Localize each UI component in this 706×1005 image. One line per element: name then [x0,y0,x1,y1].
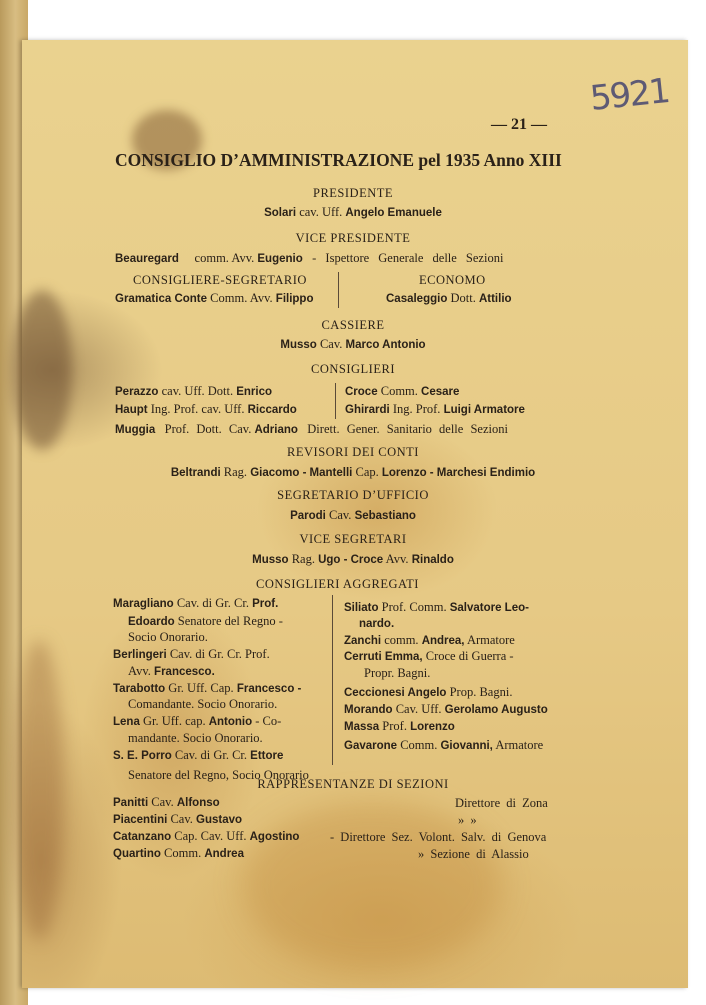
revisori-line: Beltrandi Rag. Giacomo - Mantelli Cap. Lorenzo - Marchesi Endimio [170,465,536,479]
page-number: — 21 — [491,116,547,133]
rappresentanza-name: Quartino Comm. Andrea [113,846,244,860]
column-divider [332,595,333,765]
segretario-ufficio-line: Parodi Cav. Sebastiano [290,508,416,522]
aggregati-right-line: Morando Cav. Uff. Gerolamo Augusto [344,702,548,716]
heading-presidente: PRESIDENTE [313,186,393,200]
consigliere-right-2: Ghirardi Ing. Prof. Luigi Armatore [345,402,525,416]
heading-revisori: REVISORI DEI CONTI [287,445,419,459]
aggregati-left-line: Socio Onorario. [128,630,208,644]
heading-vice-presidente: VICE PRESIDENTE [295,231,411,245]
aggregati-right-line: nardo. [359,618,395,630]
rappresentanza-role: » » [458,813,477,827]
heading-consiglieri: CONSIGLIERI [311,362,395,376]
aggregati-right-line: Ceccionesi Angelo Prop. Bagni. [344,685,513,699]
rappresentanza-role: » Sezione di Alassio [418,847,529,861]
aggregati-left-line: Senatore del Regno, Socio Onorario [128,768,309,782]
aggregati-left-line: Maragliano Cav. di Gr. Cr. Prof. [113,596,279,610]
cassiere-line: Musso Cav. Marco Antonio [280,337,426,351]
aggregati-left-line: Lena Gr. Uff. cap. Antonio - Co- [113,714,282,728]
column-divider [335,383,336,419]
rappresentanza-name: Catanzano Cap. Cav. Uff. Agostino [113,829,300,843]
column-divider [338,272,339,308]
heading-segretario-ufficio: SEGRETARIO D’UFFICIO [277,488,429,502]
consigliere-right-1: Croce Comm. Cesare [345,384,460,398]
rappresentanza-name: Piacentini Cav. Gustavo [113,812,243,826]
page-title: CONSIGLIO D’AMMINISTRAZIONE pel 1935 Anno XIII [115,150,562,170]
rappresentanza-role: - Direttore Sez. Volont. Salv. di Genova [330,830,547,844]
aggregati-right-line: Cerruti Emma, Croce di Guerra - [344,649,514,663]
aggregati-left-line: Edoardo Senatore del Regno - [128,614,283,628]
consigliere-left-2: Haupt Ing. Prof. cav. Uff. Riccardo [115,402,297,416]
consigliere-full: Muggia Prof. Dott. Cav. Adriano Dirett. Gener. Sanitario delle Sezioni [115,422,508,436]
aggregati-left-line: S. E. Porro Cav. di Gr. Cr. Ettore [113,748,284,762]
aggregati-right-line: Gavarone Comm. Giovanni, Armatore [344,738,544,752]
rappresentanza-role: Direttore di Zona [455,796,548,810]
aggregati-left-line: Comandante. Socio Onorario. [128,697,278,711]
rappresentanza-name: Panitti Cav. Alfonso [113,795,220,809]
aggregati-left-line: Berlingeri Cav. di Gr. Cr. Prof. [113,647,270,661]
handwritten-number: 5921 [588,71,671,119]
vice-presidente-line: Beauregard comm. Avv. Eugenio - Ispettore Generale delle Sezioni [115,251,504,265]
consigliere-left-1: Perazzo cav. Uff. Dott. Enrico [115,384,273,398]
aggregati-left-line: Avv. Francesco. [128,664,215,678]
aggregati-right-line: Zanchi comm. Andrea, Armatore [344,633,515,647]
heading-rappresentanze: RAPPRESENTANZE DI SEZIONI [257,777,449,791]
heading-consigliere-segretario: CONSIGLIERE-SEGRETARIO [133,273,307,287]
heading-cassiere: CASSIERE [321,318,385,332]
aggregati-right-line: Siliato Prof. Comm. Salvatore Leo- [344,600,529,614]
aggregati-right-line: Massa Prof. Lorenzo [344,719,455,733]
consigliere-segretario-line: Gramatica Conte Comm. Avv. Filippo [115,291,314,305]
vice-segretari-line: Musso Rag. Ugo - Croce Avv. Rinaldo [252,552,454,566]
heading-economo: ECONOMO [419,273,486,287]
aggregati-left-line: mandante. Socio Onorario. [128,731,263,745]
heading-aggregati: CONSIGLIERI AGGREGATI [256,577,419,591]
presidente-line: Solari cav. Uff. Angelo Emanuele [264,205,442,219]
aggregati-right-line: Propr. Bagni. [364,666,431,680]
aggregati-left-line: Tarabotto Gr. Uff. Cap. Francesco - [113,681,302,695]
heading-vice-segretari: VICE SEGRETARI [299,532,407,546]
economo-line: Casaleggio Dott. Attilio [386,291,512,305]
